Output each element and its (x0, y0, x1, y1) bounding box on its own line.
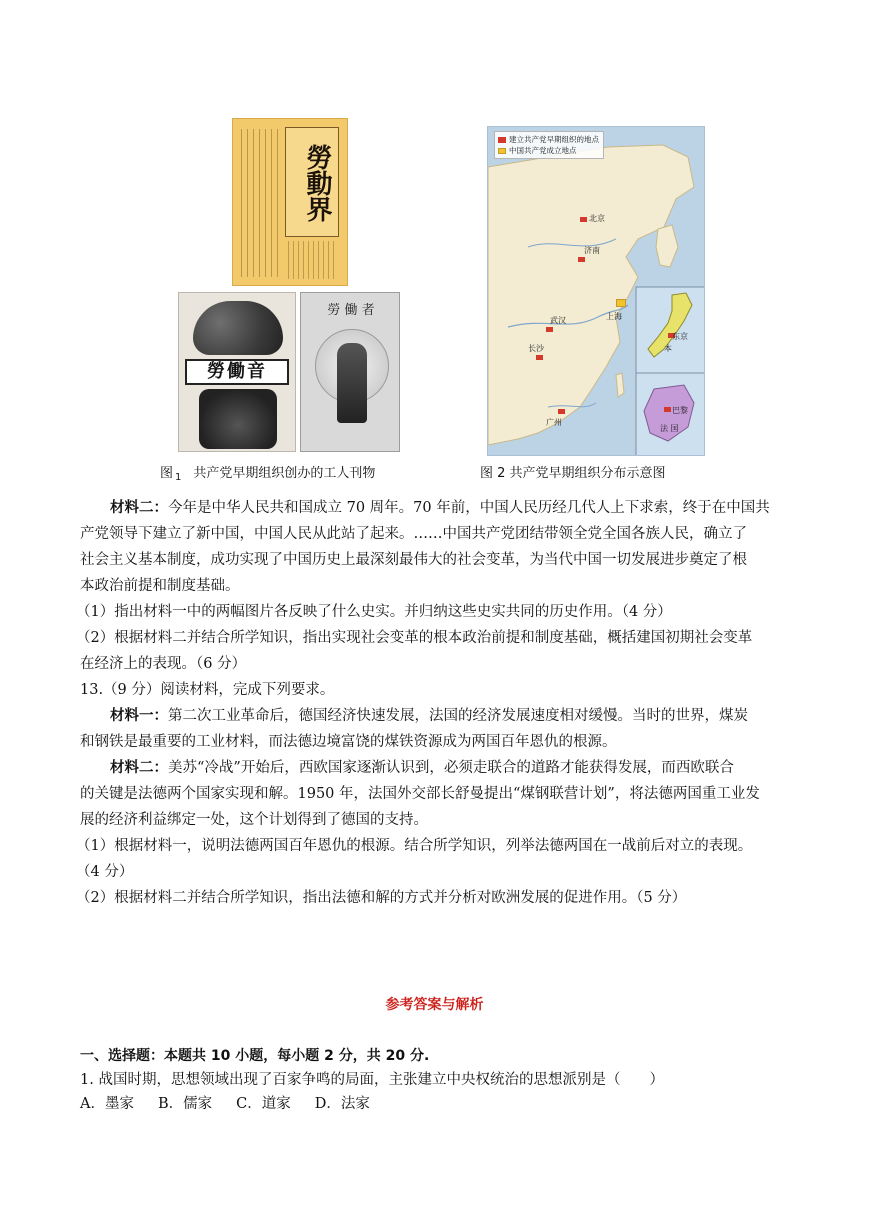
city-label: 武汉 (550, 316, 566, 325)
material-two-line: 产党领导下建立了新中国，中国人民从此站了起来。……中国共产党团结带领全党全国各族人民，确立了 (80, 526, 747, 542)
city-label: 上海 (606, 312, 622, 321)
city-label: 济南 (584, 246, 600, 255)
city-label: 巴黎 (672, 406, 688, 415)
option-b: B．儒家 (157, 1096, 213, 1112)
red-flag-icon (580, 217, 587, 222)
material-one-line: 和钢铁是最重要的工业材料，而法德边境富饶的煤铁资源成为两国百年恩仇的根源。 (80, 734, 617, 750)
question-13-2: （2）根据材料二并结合所学知识，指出法德和解的方式并分析对欧洲发展的促进作用。（5 分） (76, 890, 687, 906)
option-a: A．墨家 (80, 1096, 134, 1112)
question-12-1: （1）指出材料一中的两幅图片各反映了什么史实。并归纳这些史实共同的历史作用。（4 分） (76, 604, 672, 620)
red-flag-icon (498, 137, 506, 143)
red-flag-icon (664, 407, 671, 412)
material-two-line: 社会主义基本制度，成功实现了中国历史上最深刻最伟大的社会变革，为当代中国一切发展进步奠定了根 (80, 552, 747, 568)
cover-title: 勞働音 (185, 359, 289, 385)
region-label: 法 国 (660, 424, 679, 433)
option-c: C．道家 (236, 1096, 291, 1112)
figure2-caption: 图 2 共产党早期组织分布示意图 (480, 466, 666, 481)
yellow-flag-icon (498, 148, 506, 154)
city-label: 长沙 (528, 344, 544, 353)
question-13-title: 13.（9 分）阅读材料，完成下列要求。 (80, 682, 335, 698)
material-one-line: 材料一：第二次工业革命后，德国经济快速发展，法国的经济发展速度相对缓慢。当时的世界，煤炭 (110, 707, 748, 724)
material-two-line: 的关键是法德两个国家实现和解。1950 年，法国外交部长舒曼提出“煤钢联营计划”，将法德两国重工业发 (80, 786, 760, 802)
city-label: 东京 (672, 332, 688, 341)
cover-title: 勞動界 (302, 144, 332, 222)
question-12-2: （2）根据材料二并结合所学知识，指出实现社会变革的根本政治前提和制度基础，概括建国初期社会变革 (76, 630, 753, 646)
question-13-1: （1）根据材料一，说明法德两国百年恩仇的根源。结合所学知识，列举法德两国在一战前后对立的表现。 (76, 838, 753, 854)
city-label: 广州 (546, 418, 562, 427)
question-12-2: 在经济上的表现。（6 分） (80, 656, 247, 672)
map-legend (494, 131, 604, 159)
question-1: 1. 战国时期，思想领域出现了百家争鸣的局面，主张建立中央权统治的思想派别是（ ） (80, 1072, 664, 1088)
yellow-flag-icon (616, 299, 626, 307)
party-organization-map (487, 126, 705, 456)
red-flag-icon (536, 355, 543, 360)
material-two-line: 材料二：美苏“冷战”开始后，西欧国家逐渐认识到，必须走联合的道路才能获得发展，而西欧联合 (110, 759, 734, 776)
magazine-cover-laodongyin (178, 292, 296, 452)
material-two-line: 材料二：今年是中华人民共和国成立 70 周年。70 年前，中国人民历经几代人上下求索，终于在中国共 (110, 499, 770, 516)
magazine-cover-laodongzhe (300, 292, 400, 452)
answers-heading: 参考答案与解析 (385, 997, 484, 1013)
figure1-caption: 图 $_1$ 共产党早期组织创办的工人刊物 (160, 466, 376, 483)
legend-item: 建立共产党早期组织的地点 (498, 134, 600, 145)
material-two-line: 本政治前提和制度基础。 (80, 578, 240, 594)
section-heading: 一、选择题：本题共 10 小题，每小题 2 分，共 20 分. (80, 1048, 430, 1064)
option-d: D．法家 (314, 1096, 370, 1112)
question-1-options (80, 1094, 370, 1114)
magazine-cover-laodongjie (232, 118, 348, 286)
material-two-line: 展的经济利益绑定一处，这个计划得到了德国的支持。 (80, 812, 428, 828)
region-label: 本 (664, 344, 672, 353)
red-flag-icon (546, 327, 553, 332)
legend-item: 中国共产党成立地点 (498, 145, 600, 156)
cover-title: 勞 働 者 (327, 303, 375, 318)
red-flag-icon (558, 409, 565, 414)
question-13-1: （4 分） (76, 864, 134, 880)
city-label: 北京 (589, 214, 605, 223)
red-flag-icon (578, 257, 585, 262)
